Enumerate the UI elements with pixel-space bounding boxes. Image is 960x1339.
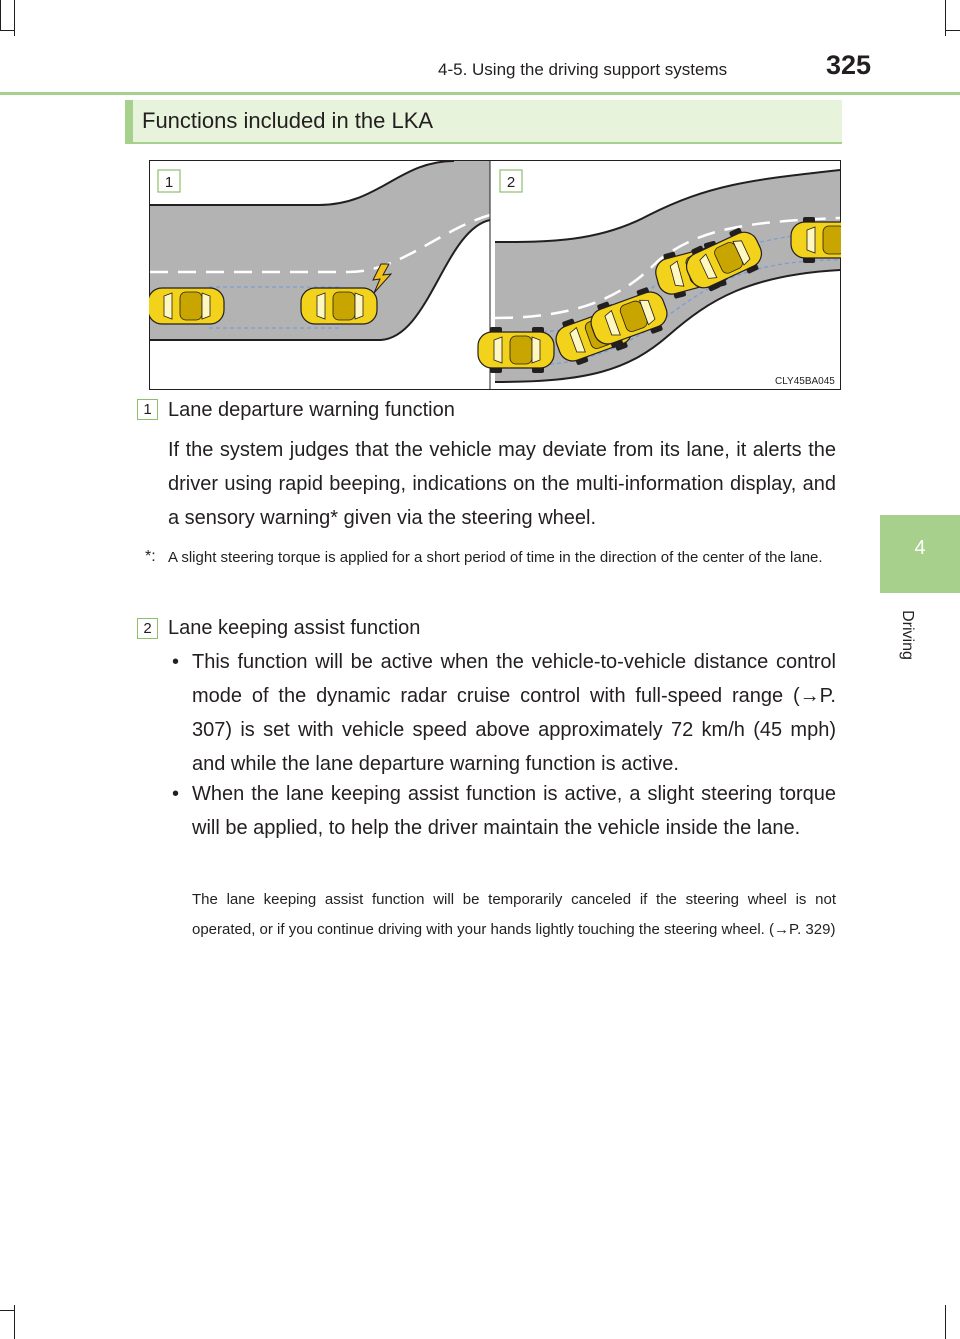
header-rule	[0, 92, 960, 95]
running-header: 4-5. Using the driving support systems	[438, 60, 728, 79]
panel-1	[149, 161, 490, 389]
bullet-dot: •	[172, 651, 180, 673]
chapter-label	[897, 600, 917, 670]
heading-accent-bar	[125, 100, 133, 142]
crop-mark	[0, 1310, 14, 1311]
car-icon	[301, 288, 377, 324]
panel-2	[478, 161, 841, 389]
car-icon	[149, 288, 224, 324]
item-2-title: Lane keeping assist function	[168, 617, 421, 639]
car-icon	[791, 217, 841, 263]
page-number: 325	[826, 50, 872, 80]
svg-text:1: 1	[164, 174, 174, 191]
crop-mark	[14, 1305, 15, 1339]
item-2-marker: 2	[137, 618, 158, 639]
item-2-bullet-1: This function will be active when the vehicle-to-vehicle distance control mode of the dynamic radar cruise control with full-speed range (→P. 307) is set with vehicle speed above approximately 72 km/h (45 mph) and while the lane departure warning function is active.	[192, 651, 836, 775]
lka-illustration	[149, 160, 841, 390]
figure-code: CLY45BA045	[775, 376, 835, 387]
chapter-tab	[880, 515, 960, 593]
chapter-label-text: Driving	[899, 610, 916, 660]
crop-mark	[945, 30, 960, 31]
item-2-bullet-2: When the lane keeping assist function is active, a slight steering torque will be applied, to help the driver maintain the vehicle inside the lane.	[192, 783, 836, 839]
crop-mark	[14, 0, 15, 36]
crop-mark	[945, 1305, 946, 1339]
bullet-dot: •	[172, 783, 180, 805]
item-1-title: Lane departure warning function	[168, 399, 455, 421]
item-1-marker: 1	[137, 399, 158, 420]
car-icon	[478, 327, 554, 373]
figure-marker-2	[500, 170, 522, 192]
figure-marker-1	[158, 170, 180, 192]
item-1-description: If the system judges that the vehicle may deviate from its lane, it alerts the driver using rapid beeping, indications on the multi-information display, and a sensory warning* given via the steering wheel.	[168, 439, 836, 529]
section-heading-text: Functions included in the LKA	[142, 108, 434, 133]
footnote-text: A slight steering torque is applied for a short period of time in the direction of the center of the lane.	[168, 549, 823, 566]
svg-text:2: 2	[506, 174, 516, 191]
crop-mark	[0, 0, 1, 30]
chapter-number: 4	[914, 537, 926, 559]
item-2-note: The lane keeping assist function will be temporarily canceled if the steering wheel is not operated, or if you continue driving with your hands lightly touching the steering wheel. (→P. 329)	[192, 891, 836, 938]
footnote-mark: *:	[145, 548, 156, 565]
section-heading	[125, 100, 842, 144]
crop-mark	[0, 30, 14, 31]
